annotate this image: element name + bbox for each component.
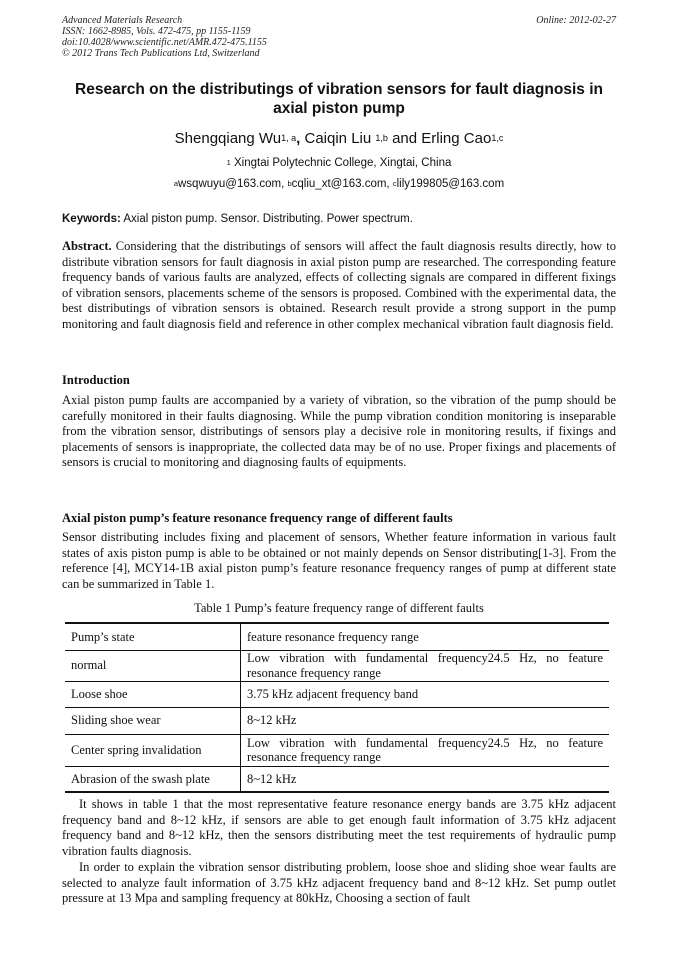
affiliation-mark: 1 [226, 158, 231, 167]
table-cell-state: Loose shoe [65, 681, 241, 707]
table-cell-range: 8~12 kHz [247, 713, 297, 728]
email-link[interactable]: lily199805@163.com [396, 178, 505, 190]
abstract-label: Abstract. [62, 239, 112, 253]
introduction-paragraph: Axial piston pump faults are accompanied by a variety of vibration, so the vibration of the pump should be carefully monitored in their faults diagnosing. While the pump vibration condition monitoring is inseparable from the vibration sensor, distributings of sensors play a decisive role in monitoring results, if fixings and placements of sensors is inappropriate, the collected data may be of no use. Proper fixings and placements of sensors is crucial to monitoring and diagnosing faults of equipments. [62, 393, 616, 469]
copyright-line: © 2012 Trans Tech Publications Ltd, Switzerland [62, 48, 260, 59]
table-cell-range: 8~12 kHz [247, 771, 297, 786]
table-row [65, 734, 609, 766]
table-row [65, 650, 609, 681]
affiliation-text: Xingtai Polytechnic College, Xingtai, China [230, 157, 452, 169]
table-header-row [65, 623, 609, 650]
email-mark: a [173, 179, 178, 188]
online-date: Online: 2012-02-27 [536, 15, 616, 26]
author-affiliation-mark: 1,b [375, 133, 388, 143]
doi-line: doi:10.4028/www.scientific.net/AMR.472-475.1155 [62, 37, 267, 48]
affiliation [62, 156, 616, 170]
keywords-label: Keywords: [62, 213, 121, 225]
keywords [62, 212, 616, 226]
author-affiliation-mark: 1,c [491, 133, 504, 143]
author-list [62, 130, 616, 148]
author-affiliation-mark: 1, a [281, 133, 297, 143]
issn-line: ISSN: 1662-8985, Vols. 472-475, pp 1155-1159 [62, 26, 251, 37]
author-name: Shengqiang Wu [174, 130, 282, 147]
table-cell-range: Low vibration with fundamental frequency24.5 Hz, no feature resonance frequency range [247, 735, 603, 764]
table-header-cell: feature resonance frequency range [247, 629, 419, 644]
email-link[interactable]: wsqwuyu@163.com, [178, 178, 288, 190]
table-caption: Table 1 Pump’s feature frequency range of different faults [194, 601, 484, 615]
journal-name: Advanced Materials Research [62, 15, 183, 26]
abstract-paragraph [62, 239, 616, 332]
email-mark: c [392, 179, 397, 188]
author-separator: , [296, 130, 301, 147]
body-paragraph: In order to explain the vibration sensor distributing problem, loose shoe and sliding shoe wear faults are selected to analyze fault information of 3.75 kHz adjacent frequency band and 8~12 kHz. Set pump outlet pressure at 13 Mpa and sampling frequency at 80kHz, Choosing a section of fault [62, 860, 616, 905]
author-emails [62, 177, 616, 191]
table-cell-state: Center spring invalidation [65, 734, 241, 766]
author-name: Caiqin Liu [300, 130, 372, 147]
table-row [65, 707, 609, 734]
publication-header [62, 15, 616, 59]
section-heading: Axial piston pump’s feature resonance frequency range of different faults [62, 511, 453, 525]
table-cell-state: Sliding shoe wear [65, 707, 241, 734]
fault-frequency-table [65, 622, 609, 793]
table-row [65, 766, 609, 792]
author-name: and Erling Cao [387, 130, 492, 147]
email-link[interactable]: cqliu_xt@163.com, [291, 178, 393, 190]
paper-title: Research on the distributings of vibration sensors for fault diagnosis in axial piston pump [75, 81, 603, 117]
keywords-text: Axial piston pump. Sensor. Distributing. Power spectrum. [120, 213, 413, 225]
table-cell-state: normal [65, 650, 241, 681]
table-cell-range: Low vibration with fundamental frequency24.5 Hz, no feature resonance frequency range [247, 651, 603, 680]
email-mark: b [287, 179, 292, 188]
introduction-heading: Introduction [62, 373, 130, 387]
table-cell-state: Abrasion of the swash plate [65, 766, 241, 792]
abstract-text: Considering that the distributings of sensors will affect the fault diagnosis results directly, how to distribute vibration sensors for fault diagnosis in axial piston pump are researched. The corresponding feature frequency bands of various faults are analyzed, effects of collecting signals are compared in different fixings of vibration sensors, placements scheme of the sensors is proposed. Combined with the experimental data, the best distributings of vibration sensors is obtained. Research result provide a strong support in the pump monitoring and fault diagnosis field and reference in other complex mechanical vibration fault diagnosis field. [62, 239, 616, 331]
section-paragraph: Sensor distributing includes fixing and placement of sensors, Whether feature information in various fault states of axis piston pump is able to be obtained or not mainly depends on Sensor distributing[1-3]. From the reference [4], MCY14-1B axial piston pump’s feature resonance frequency ranges of pump at different state can be summarized in Table 1. [62, 530, 616, 591]
table-cell-range: 3.75 kHz adjacent frequency band [247, 686, 419, 701]
table-row [65, 681, 609, 707]
body-paragraph: It shows in table 1 that the most representative feature resonance energy bands are 3.75 kHz adjacent frequency band and 8~12 kHz, if sensors are able to get enough fault information of 3.75 kHz adjacent frequency band and 8~12 kHz, then the sensors distributing meet the test requirements of hydraulic pump vibration faults diagnosis. [62, 797, 616, 858]
table-header-cell: Pump’s state [65, 623, 241, 650]
